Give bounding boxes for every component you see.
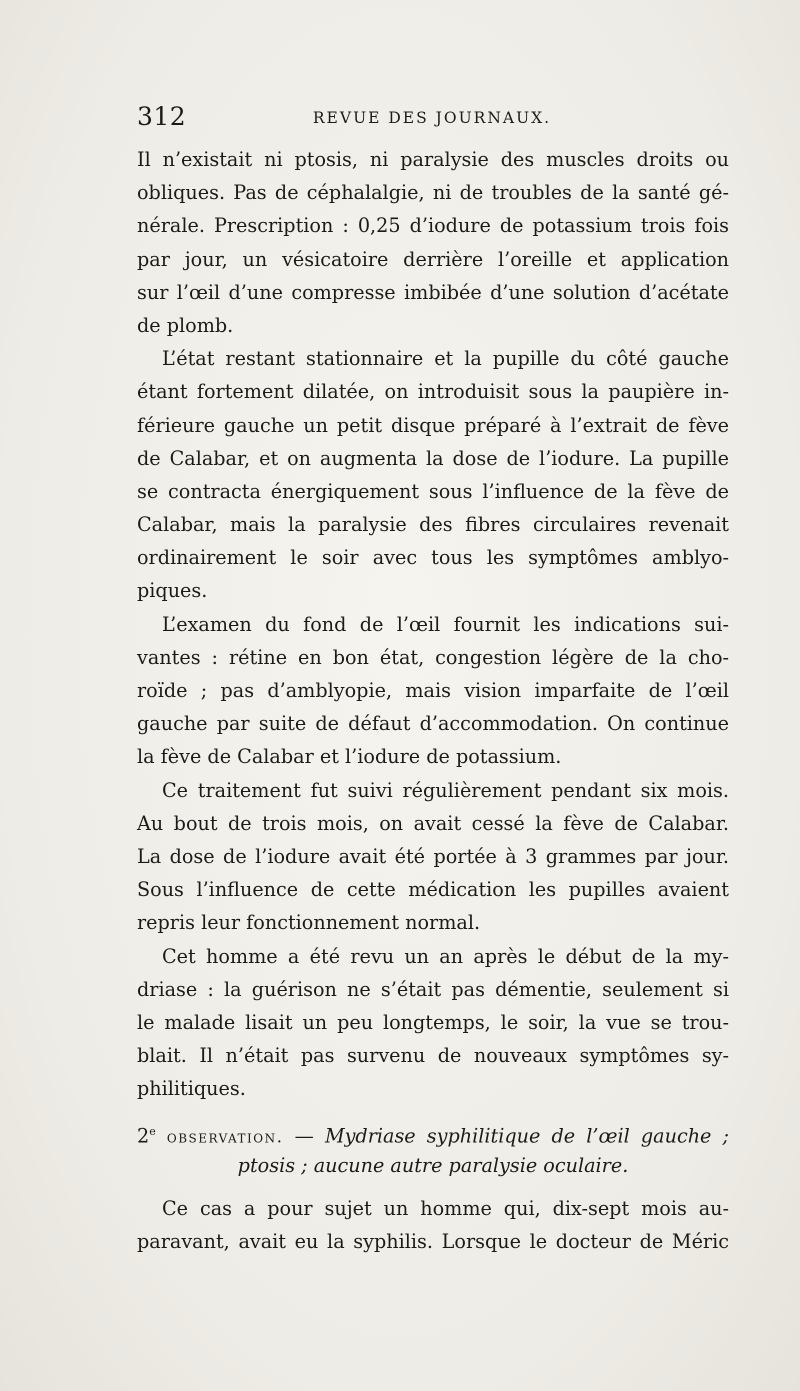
page-header <box>137 102 727 136</box>
text-line: blait. Il n’était pas survenu de nouveaux symptômes sy- <box>137 1044 729 1068</box>
observation-dash: — <box>294 1124 314 1148</box>
running-head: REVUE DES JOURNAUX. <box>312 109 552 127</box>
text-line: férieure gauche un petit disque préparé à l’extrait de fève <box>137 413 729 437</box>
text-line: L’examen du fond de l’œil fournit les indications sui- <box>162 612 729 636</box>
text-line: Au bout de trois mois, on avait cessé la fève de Calabar. <box>137 811 729 835</box>
text-line: le malade lisait un peu longtemps, le soir, la vue se trou- <box>137 1010 729 1034</box>
text-line: par jour, un vésicatoire derrière l’oreille et application <box>137 247 729 271</box>
text-line: Cet homme a été revu un an après le début de la my- <box>162 944 729 968</box>
body-text <box>137 143 729 1258</box>
text-line: ordinairement le soir avec tous les symptômes amblyo- <box>137 546 729 570</box>
text-line: sur l’œil d’une compresse imbibée d’une solution d’acétate <box>137 280 729 304</box>
text-line: Calabar, mais la paralysie des fibres circulaires revenait <box>137 513 729 537</box>
observation-label: observation. <box>166 1127 284 1148</box>
observation-number: 2 <box>137 1124 150 1148</box>
text-line: vantes : rétine en bon état, congestion légère de la cho- <box>137 645 729 669</box>
observation-number-sup: e <box>149 1125 156 1139</box>
text-line: La dose de l’iodure avait été portée à 3 grammes par jour. <box>137 844 729 868</box>
text-line: se contracta énergiquement sous l’influence de la fève de <box>137 479 729 503</box>
text-line: Ce traitement fut suivi régulièrement pendant six mois. <box>162 778 729 802</box>
text-line: de plomb. <box>137 313 234 337</box>
page-number: 312 <box>137 102 187 131</box>
text-line: de Calabar, et on augmenta la dose de l’iodure. La pupille <box>137 446 729 470</box>
text-line: étant fortement dilatée, on introduisit sous la paupière in- <box>137 380 729 404</box>
text-line: la fève de Calabar et l’iodure de potassium. <box>137 745 562 769</box>
observation-title-line2: ptosis ; aucune autre paralysie oculaire. <box>237 1153 629 1177</box>
text-line: nérale. Prescription : 0,25 d’iodure de potassium trois fois <box>137 214 729 238</box>
text-line: gauche par suite de défaut d’accommodation. On continue <box>137 712 729 736</box>
text-line: Ce cas a pour sujet un homme qui, dix-sept mois au- <box>162 1196 729 1220</box>
text-line: L’état restant stationnaire et la pupille du côté gauche <box>162 347 729 371</box>
text-line: piques. <box>137 579 208 603</box>
text-line: repris leur fonctionnement normal. <box>137 911 481 935</box>
text-line: Sous l’influence de cette médication les pupilles avaient <box>137 878 729 902</box>
text-line: driase : la guérison ne s’était pas démentie, seulement si <box>137 977 729 1001</box>
observation-title-line1: Mydriase syphilitique de l’œil gauche ; <box>324 1124 729 1148</box>
text-line: roïde ; pas d’amblyopie, mais vision imparfaite de l’œil <box>137 679 729 702</box>
observation-heading <box>137 1115 729 1148</box>
text-line: paravant, avait eu la syphilis. Lorsque le docteur de Méric <box>137 1230 729 1253</box>
text-line: obliques. Pas de céphalalgie, ni de troubles de la santé gé- <box>137 181 729 205</box>
text-line: philitiques. <box>137 1077 246 1101</box>
text-line: Il n’existait ni ptosis, ni paralysie des muscles droits ou <box>137 148 729 171</box>
